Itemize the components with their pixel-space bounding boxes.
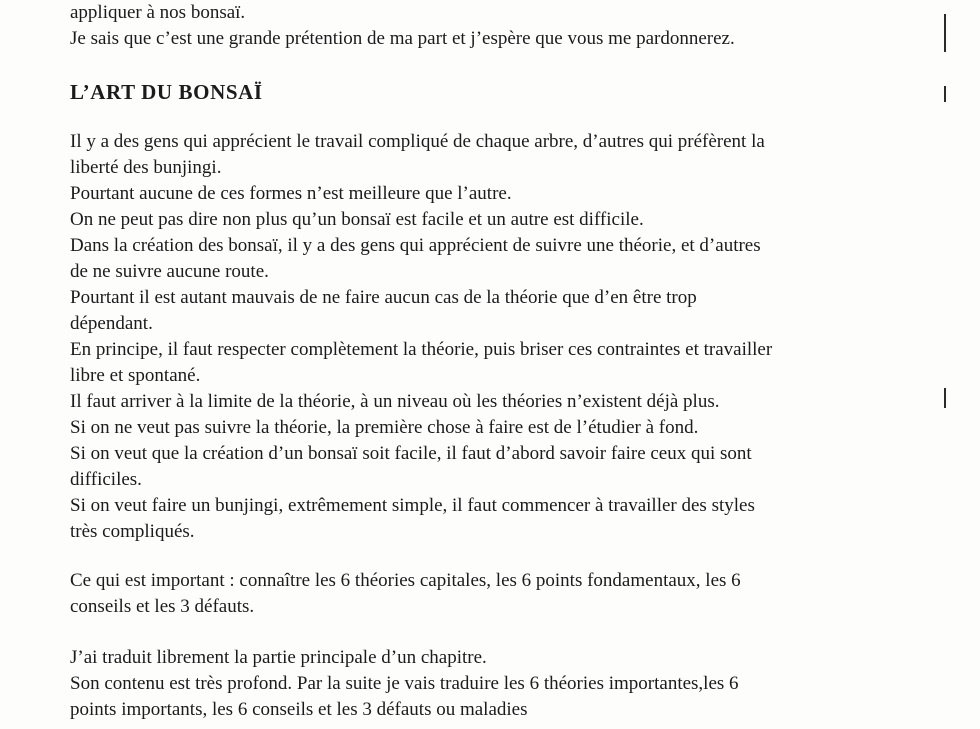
body-line: libre et spontané. [70,365,201,386]
scan-edge-mark [944,388,946,408]
body-line: dépendant. [70,313,153,334]
closing-line: J’ai traduit librement la partie principale d’un chapitre. [70,647,487,668]
body-line: difficiles. [70,469,142,490]
intro-line: appliquer à nos bonsaï. [70,2,246,23]
body-line: très compliqués. [70,521,195,542]
important-line: conseils et les 3 défauts. [70,596,255,617]
body-line: Il y a des gens qui apprécient le travail compliqué de chaque arbre, d’autres qui préfèrent la [70,131,765,152]
intro-line: Je sais que c’est une grande prétention de ma part et j’espère que vous me pardonnerez. [70,28,735,49]
body-line: Si on veut faire un bunjingi, extrêmement simple, il faut commencer à travailler des styles [70,495,755,516]
body-line: Il faut arriver à la limite de la théorie, à un niveau où les théories n’existent déjà plus. [70,391,720,412]
body-line: On ne peut pas dire non plus qu’un bonsaï est facile et un autre est difficile. [70,209,644,230]
important-line: Ce qui est important : connaître les 6 théories capitales, les 6 points fondamentaux, les 6 [70,570,741,591]
section-heading: L’ART DU BONSAÏ [70,80,263,104]
closing-line: points importants, les 6 conseils et les 3 défauts ou maladies [70,699,528,720]
body-line: Si on veut que la création d’un bonsaï soit facile, il faut d’abord savoir faire ceux qui sont [70,443,752,464]
scan-edge-mark [944,86,946,102]
scan-edge-mark [944,14,946,52]
body-line: En principe, il faut respecter complètement la théorie, puis briser ces contraintes et travailler [70,339,773,360]
closing-line: Son contenu est très profond. Par la suite je vais traduire les 6 théories importantes,les 6 [70,673,739,694]
body-line: liberté des bunjingi. [70,157,222,178]
body-line: Si on ne veut pas suivre la théorie, la première chose à faire est de l’étudier à fond. [70,417,699,438]
body-line: de ne suivre aucune route. [70,261,269,282]
body-line: Dans la création des bonsaï, il y a des gens qui apprécient de suivre une théorie, et d’autres [70,235,761,256]
body-line: Pourtant il est autant mauvais de ne faire aucun cas de la théorie que d’en être trop [70,287,697,308]
body-line: Pourtant aucune de ces formes n’est meilleure que l’autre. [70,183,512,204]
